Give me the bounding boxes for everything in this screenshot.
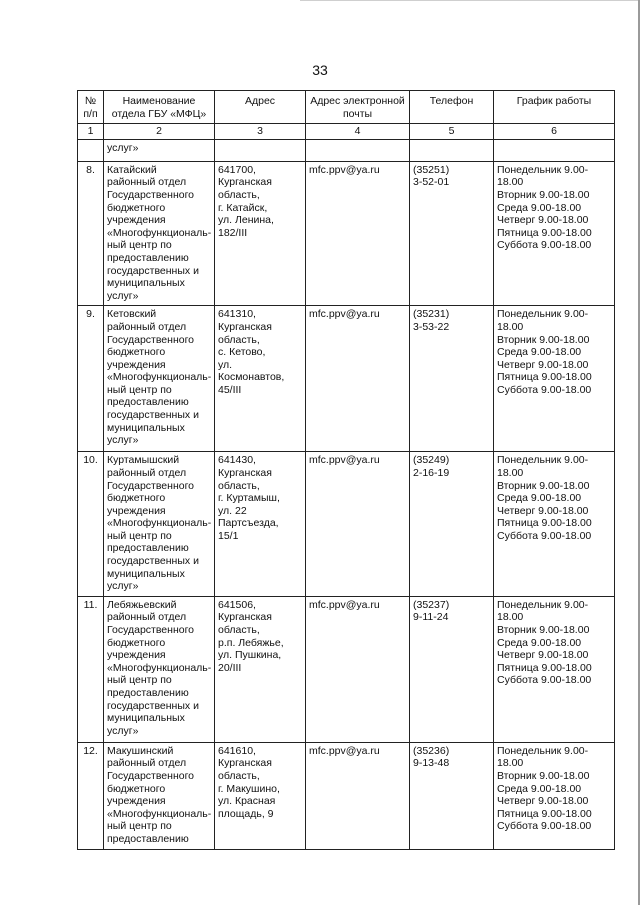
department-phone: (35231) 3-53-22 [410, 306, 494, 452]
table-row [78, 742, 615, 849]
column-number: 4 [306, 124, 410, 140]
column-number: 1 [78, 124, 104, 140]
table-row [78, 452, 615, 597]
header-email: Адрес электронной почты [306, 91, 410, 124]
department-name: Лебяжьевский районный отдел Государственного бюджетного учреждения «Многофункциональ- ный центр по предоставлению государственных и муниципальных услуг» [104, 596, 215, 742]
header-department-name: Наименование отдела ГБУ «МФЦ» [104, 91, 215, 124]
header-number: № п/п [78, 91, 104, 124]
department-address: 641506, Курганская область, р.п. Лебяжье, ул. Пушкина, 20/III [215, 596, 306, 742]
department-schedule: Понедельник 9.00- 18.00 Вторник 9.00-18.00 Среда 9.00-18.00 Четверг 9.00-18.00 Пятница 9.00-18.00 Суббота 9.00-18.00 [494, 452, 615, 597]
department-address: 641310, Курганская область, с. Кетово, ул. Космонавтов, 45/III [215, 306, 306, 452]
column-numbers-row [78, 124, 615, 140]
department-address: 641610, Курганская область, г. Макушино, ул. Красная площадь, 9 [215, 742, 306, 849]
table-row [78, 596, 615, 742]
table-row [78, 161, 615, 306]
department-schedule: Понедельник 9.00- 18.00 Вторник 9.00-18.00 Среда 9.00-18.00 Четверг 9.00-18.00 Пятница 9.00-18.00 Суббота 9.00-18.00 [494, 306, 615, 452]
header-phone: Телефон [410, 91, 494, 124]
table-row [78, 306, 615, 452]
department-name: Макушинский районный отдел Государственного бюджетного учреждения «Многофункциональ- ный центр по предоставлению [104, 742, 215, 849]
department-name: Куртамышский районный отдел Государственного бюджетного учреждения «Многофункциональ- ный центр по предоставлению государственных и муниципальных услуг» [104, 452, 215, 597]
department-phone: (35237) 9-11-24 [410, 596, 494, 742]
department-email: mfc.ppv@ya.ru [306, 306, 410, 452]
department-name: Катайский районный отдел Государственного бюджетного учреждения «Многофункциональ- ный центр по предоставлению государственных и муниципальных услуг» [104, 161, 215, 306]
department-address: 641430, Курганская область, г. Куртамыш, ул. 22 Партсъезда, 15/1 [215, 452, 306, 597]
department-phone: (35236) 9-13-48 [410, 742, 494, 849]
column-number: 6 [494, 124, 615, 140]
scan-top-line [300, 0, 640, 1]
table-header-row [78, 91, 615, 124]
page-number: 33 [312, 62, 328, 78]
mfc-departments-table [77, 90, 615, 850]
department-email: mfc.ppv@ya.ru [306, 452, 410, 597]
department-phone: (35251) 3-52-01 [410, 161, 494, 306]
row-number: 8. [78, 161, 104, 306]
department-email: mfc.ppv@ya.ru [306, 161, 410, 306]
department-email: mfc.ppv@ya.ru [306, 742, 410, 849]
department-phone: (35249) 2-16-19 [410, 452, 494, 597]
row-number: 10. [78, 452, 104, 597]
header-schedule: График работы [494, 91, 615, 124]
department-schedule: Понедельник 9.00- 18.00 Вторник 9.00-18.00 Среда 9.00-18.00 Четверг 9.00-18.00 Пятница 9.00-18.00 Суббота 9.00-18.00 [494, 742, 615, 849]
column-number: 3 [215, 124, 306, 140]
column-number: 5 [410, 124, 494, 140]
department-address: 641700, Курганская область, г. Катайск, ул. Ленина, 182/III [215, 161, 306, 306]
row-number: 11. [78, 596, 104, 742]
row-number: 12. [78, 742, 104, 849]
department-email: mfc.ppv@ya.ru [306, 596, 410, 742]
department-schedule: Понедельник 9.00- 18.00 Вторник 9.00-18.00 Среда 9.00-18.00 Четверг 9.00-18.00 Пятница 9.00-18.00 Суббота 9.00-18.00 [494, 161, 615, 306]
department-schedule: Понедельник 9.00- 18.00 Вторник 9.00-18.00 Среда 9.00-18.00 Четверг 9.00-18.00 Пятница 9.00-18.00 Суббота 9.00-18.00 [494, 596, 615, 742]
row-number: 9. [78, 306, 104, 452]
continuation-text: услуг» [104, 139, 215, 161]
table-row-continuation [78, 139, 615, 161]
department-name: Кетовский районный отдел Государственного бюджетного учреждения «Многофункциональ- ный центр по предоставлению государственных и муниципальных услуг» [104, 306, 215, 452]
header-address: Адрес [215, 91, 306, 124]
column-number: 2 [104, 124, 215, 140]
